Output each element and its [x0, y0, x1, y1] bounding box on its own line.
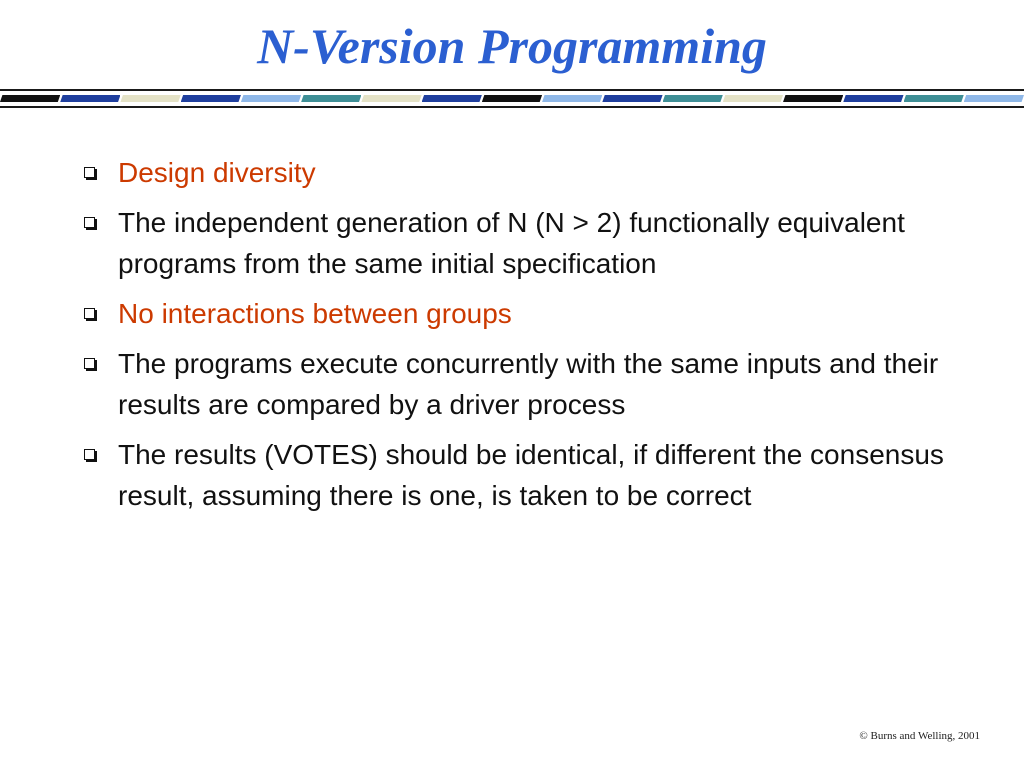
divider-band-segment	[602, 95, 662, 102]
copyright-footer: © Burns and Welling, 2001	[859, 730, 980, 742]
divider-band-segment	[0, 95, 60, 102]
square-bullet-icon	[84, 358, 95, 369]
divider-band-segment	[663, 95, 723, 102]
bullet-item	[80, 293, 980, 334]
divider-bottom-line	[0, 106, 1024, 108]
divider-band-segment	[843, 95, 903, 102]
divider-band-segment	[361, 95, 421, 102]
bullet-item	[80, 152, 980, 193]
bullet-text: No interactions between groups	[118, 298, 512, 329]
title-divider	[0, 89, 1024, 109]
bullet-text: The programs execute concurrently with the same inputs and their results are compared by a driver process	[118, 348, 939, 420]
divider-color-band	[0, 95, 1024, 102]
divider-band-segment	[783, 95, 843, 102]
bullet-text: The results (VOTES) should be identical, if different the consensus result, assuming there is one, is taken to be correct	[118, 439, 944, 511]
divider-band-segment	[301, 95, 361, 102]
divider-band-segment	[181, 95, 241, 102]
bullet-item	[80, 434, 980, 516]
divider-band-segment	[422, 95, 482, 102]
bullet-list	[80, 152, 980, 525]
square-bullet-icon	[84, 217, 95, 228]
divider-band-segment	[542, 95, 602, 102]
slide-title: N-Version Programming	[257, 18, 767, 74]
divider-band-segment	[241, 95, 301, 102]
divider-band-segment	[904, 95, 964, 102]
square-bullet-icon	[84, 308, 95, 319]
bullet-text: Design diversity	[118, 157, 316, 188]
bullet-text: The independent generation of N (N > 2) functionally equivalent programs from the same initial specification	[118, 207, 905, 279]
square-bullet-icon	[84, 167, 95, 178]
divider-top-line	[0, 89, 1024, 91]
divider-band-segment	[482, 95, 542, 102]
square-bullet-icon	[84, 449, 95, 460]
divider-band-segment	[60, 95, 120, 102]
divider-band-segment	[964, 95, 1024, 102]
bullet-item	[80, 202, 980, 284]
bullet-item	[80, 343, 980, 425]
divider-band-segment	[120, 95, 180, 102]
divider-band-segment	[723, 95, 783, 102]
